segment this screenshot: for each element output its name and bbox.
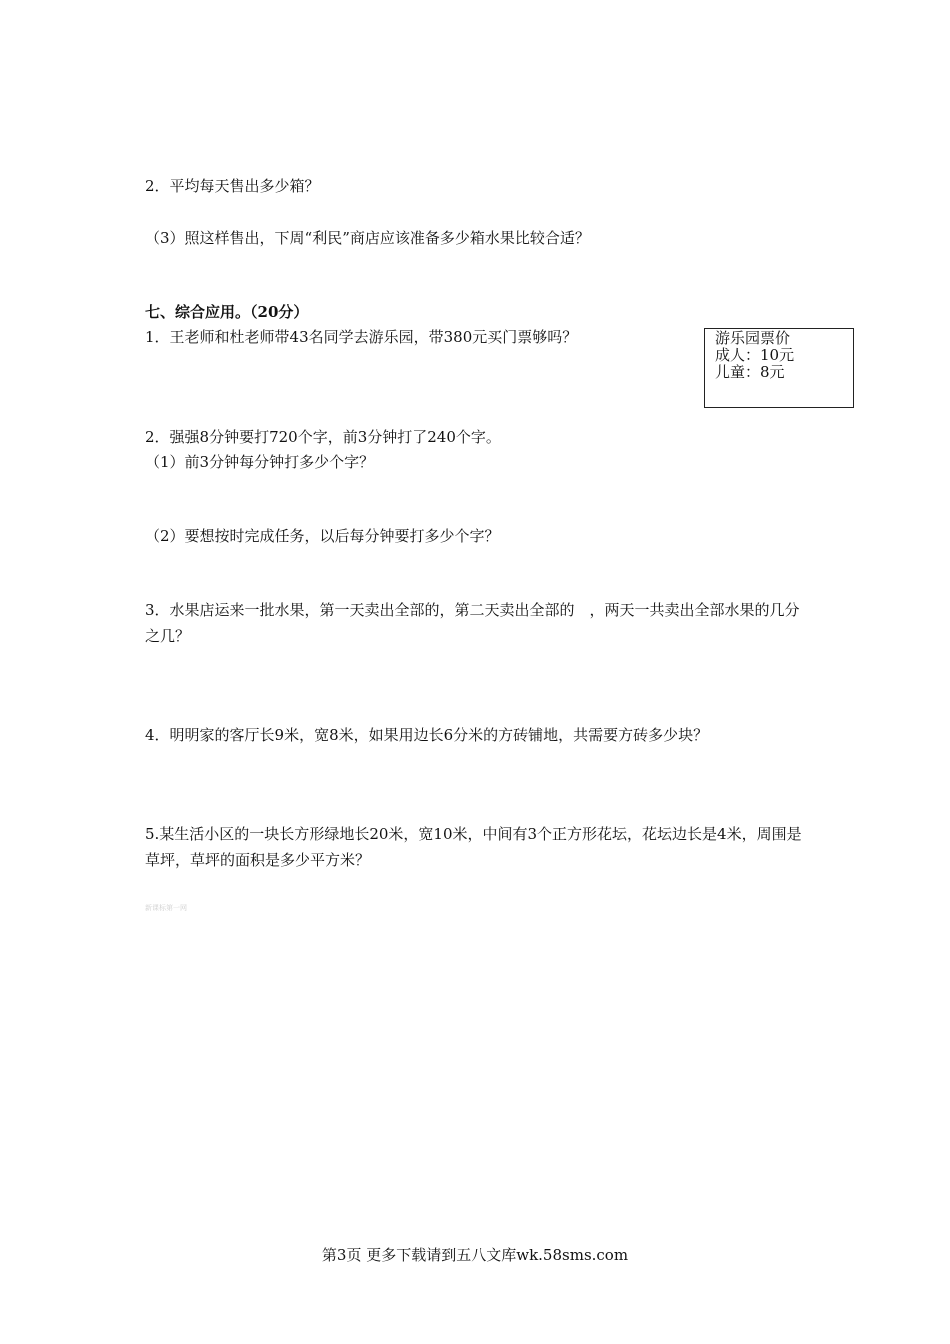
section-7-heading: 七、综合应用。（20分） — [145, 303, 309, 321]
question-3-next-week-stock: （3）照这样售出，下周“利民”商店应该准备多少箱水果比较合适？ — [145, 229, 590, 247]
question-7-2-part-2: （2）要想按时完成任务，以后每分钟要打多少个字？ — [145, 527, 500, 545]
question-7-2-typing: 2．强强8分钟要打720个字，前3分钟打了240个字。 — [145, 428, 501, 446]
page-footer: 第3页 更多下载请到五八文库wk.58sms.com — [321, 1246, 629, 1264]
ticket-price-box — [704, 328, 854, 408]
question-7-5-lawn-area: 5.某生活小区的一块长方形绿地长20米，宽10米，中间有3个正方形花坛，花坛边长是4米，周围是草坪，草坪的面积是多少平方米？ — [145, 825, 802, 869]
question-7-2-part-1: （1）前3分钟每分钟打多少个字？ — [145, 453, 375, 471]
question-2-average-per-day: 2．平均每天售出多少箱？ — [145, 177, 320, 195]
ticket-price-title: 游乐园票价 — [715, 329, 791, 347]
question-7-3-fruit-store: 3．水果店运来一批水果，第一天卖出全部的，第二天卖出全部的 ，两天一共卖出全部水果的几分之几？ — [145, 601, 800, 645]
question-7-4-tiles: 4．明明家的客厅长9米，宽8米，如果用边长6分米的方砖铺地，共需要方砖多少块？ — [145, 726, 709, 744]
question-7-1-tickets: 1．王老师和杜老师带43名同学去游乐园，带380元买门票够吗？ — [145, 328, 578, 346]
watermark-text: 新课标第一网 — [145, 904, 187, 912]
ticket-price-child: 儿童：8元 — [715, 363, 785, 381]
ticket-price-adult: 成人：10元 — [715, 346, 795, 364]
